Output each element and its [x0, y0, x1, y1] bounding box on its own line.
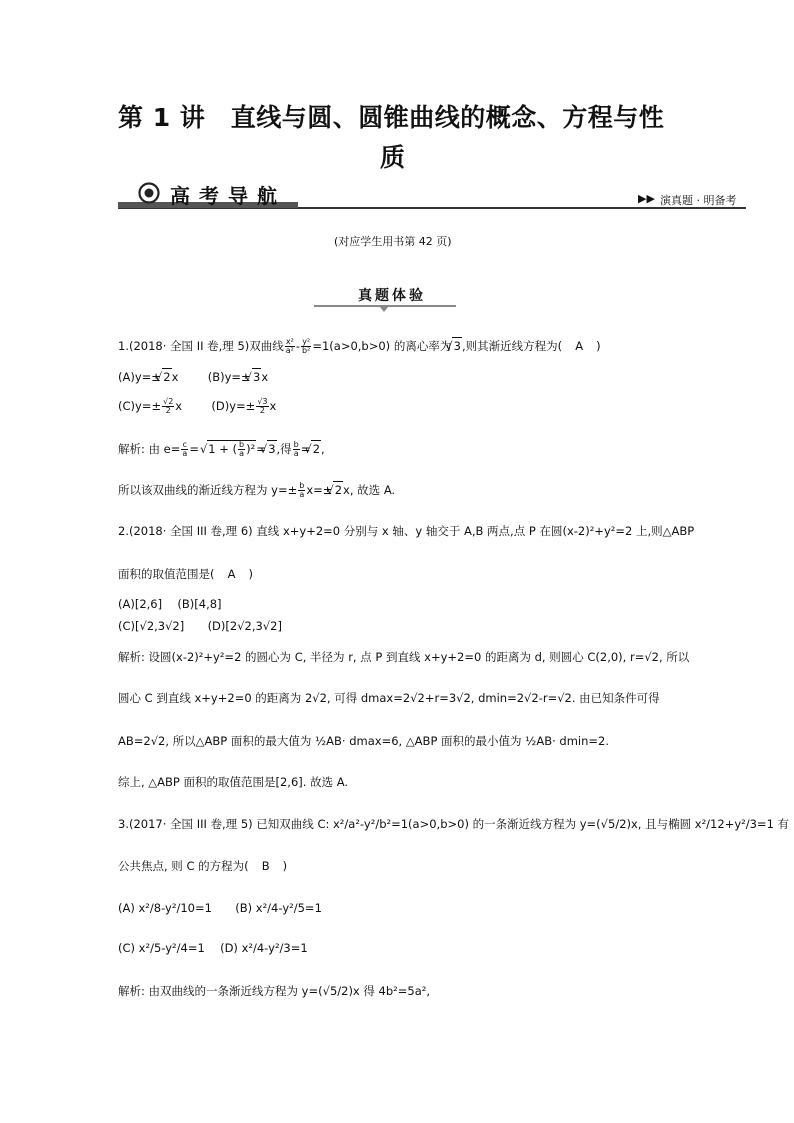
- q3-option-b: (B) x²/4-y²/5=1: [235, 901, 322, 915]
- q1-options-ab: [118, 368, 268, 385]
- q1-source: (2018· 全国 II 卷,理 5): [128, 339, 250, 353]
- q3-solution: 解析: 由双曲线的一条渐近线方程为 y=(√5/2)x 得 4b²=5a²,: [118, 984, 431, 998]
- q2-options-cd: [118, 618, 282, 634]
- q3-option-c: (C) x²/5-y²/4=1: [118, 941, 205, 955]
- q2-solution-1: 解析: 设圆(x-2)²+y²=2 的圆心为 C, 半径为 r, 点 P 到直线 x+y+2=0 的距离为 d, 则圆心 C(2,0), r=√2, 所以: [118, 650, 690, 664]
- q2-option-d: (D)[2√2,3√2]: [207, 619, 282, 633]
- banner-arrow-icon: ▶▶: [638, 192, 655, 205]
- banner-subtitle: 演真题 · 明备考: [660, 194, 737, 207]
- q2-option-a: (A)[2,6]: [118, 597, 163, 611]
- q1-option-a: (A)y=±√ 2x: [118, 370, 178, 384]
- q2-answer: A: [227, 567, 236, 581]
- q1-stem-a: 双曲线: [249, 339, 284, 353]
- banner-title: 高考导航: [170, 184, 286, 208]
- page-title-line1: 第 1 讲 直线与圆、圆锥曲线的概念、方程与性: [118, 103, 665, 132]
- q2-solution-2: 圆心 C 到直线 x+y+2=0 的距离为 2√2, 可得 dmax=2√2+r=3√2, dmin=2√2-r=√2. 由已知条件可得: [118, 691, 660, 705]
- q2-stem-line1: 2.(2018· 全国 III 卷,理 6) 直线 x+y+2=0 分别与 x 轴、y 轴交于 A,B 两点,点 P 在圆(x-2)²+y²=2 上,则△ABP: [118, 524, 695, 538]
- q2-solution-4: 综上, △ABP 面积的取值范围是[2,6]. 故选 A.: [118, 775, 349, 789]
- q1-option-d: (D)y=± $\frac{√3}{2}$ x: [211, 397, 277, 415]
- q3-stem-line2: 公共焦点, 则 C 的方程为( B ): [118, 859, 288, 873]
- q2-option-b: (B)[4,8]: [177, 597, 222, 611]
- q1-answer: A: [575, 339, 584, 353]
- q3-option-a: (A) x²/8-y²/10=1: [118, 901, 212, 915]
- q3-options-cd: [118, 940, 308, 956]
- section-pointer-icon: [380, 307, 388, 312]
- q2-option-c: (C)[√2,3√2]: [118, 619, 185, 633]
- section-banner: [118, 180, 746, 210]
- page-reference: (对应学生用书第 42 页): [334, 235, 452, 248]
- q1-number: 1.: [118, 339, 129, 353]
- q1-frac-x: $\frac{\text{x²}}{\text{a²}}$: [285, 337, 294, 355]
- q1-frac-y: $\frac{\text{y²}}{\text{b²}}$: [302, 337, 311, 355]
- q3-options-ab: [118, 900, 322, 916]
- banner-circle-icon: [138, 182, 160, 204]
- q1-option-b: (B)y=±√ 3x: [208, 370, 268, 384]
- q1-solution-2: 所以该双曲线的渐近线方程为 y=± $\frac{b}{a}$ x=±√ 2x, 故选 A.: [118, 481, 395, 499]
- q3-answer: B: [261, 859, 270, 873]
- section-title: 真题体验: [358, 288, 426, 304]
- q1-stem: 1.(2018· 全国 II 卷,理 5)双曲线 $\frac{\text{x²}}{\text{a²}}$ - $\frac{\text{y²}}{\text{b²}}$ =1(a>0,b>0) 的离心率为√ 3,则其渐近线方程为( A ): [118, 337, 601, 355]
- section-header: [314, 285, 456, 307]
- q3-option-d: (D) x²/4-y²/3=1: [220, 941, 308, 955]
- q3-stem-line1: 3.(2017· 全国 III 卷,理 5) 已知双曲线 C: x²/a²-y²/b²=1(a>0,b>0) 的一条渐近线方程为 y=(√5/2)x, 且与椭圆 x²/12+y²/3=1 有: [118, 817, 790, 831]
- q2-solution-3: AB=2√2, 所以△ABP 面积的最大值为 ½AB· dmax=6, △ABP 面积的最小值为 ½AB· dmin=2.: [118, 734, 609, 748]
- q1-options-cd: [118, 398, 276, 415]
- page-title-line2: 质: [380, 143, 406, 172]
- q1-option-c: (C)y=± $\frac{√2}{2}$ x: [118, 397, 183, 415]
- q2-options-ab: [118, 596, 222, 612]
- q2-stem-line2: 面积的取值范围是( A ): [118, 567, 253, 581]
- q1-solution-1: 解析: 由 e= $\frac{c}{a}$ =√ 1 + ( $\frac{b}{a}$ )²=√ 3,得 $\frac{b}{a}$ =√ 2,: [118, 440, 325, 458]
- q1-stem-c: ,则其渐近线方程为(: [461, 339, 563, 353]
- q1-stem-b: =1(a>0,b>0) 的离心率为: [312, 339, 452, 353]
